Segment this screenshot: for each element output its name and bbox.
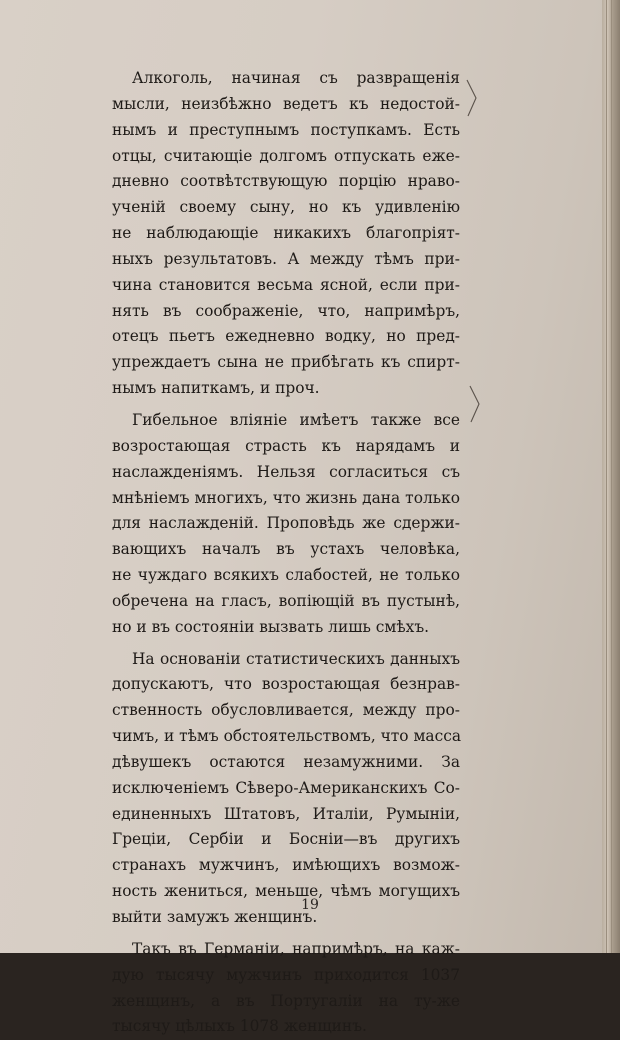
text-line: допускаютъ, что возростающая безнрав- <box>112 675 460 694</box>
text-line: дневно соотвѣтствующую порцію нраво- <box>112 172 460 191</box>
text-line: мысли, неизбѣжно ведетъ къ недостой- <box>112 94 460 113</box>
text-line: нять въ соображеніе, что, напримѣръ, <box>112 301 460 320</box>
text-line: странахъ мужчинъ, имѣющихъ возмож- <box>112 856 460 875</box>
text-line: выйти замужъ женщинъ. <box>112 908 318 926</box>
text-line: не наблюдающіе никакихъ благопріят- <box>112 224 460 243</box>
text-line: возростающая страсть къ нарядамъ и <box>112 436 460 455</box>
text-line: не чуждаго всякихъ слабостей, не только <box>112 566 460 585</box>
paragraph <box>112 937 460 1040</box>
text-line: ныхъ результатовъ. А между тѣмъ при- <box>112 249 460 268</box>
text-line: отцы, считающіе долгомъ отпускать еже- <box>112 146 460 165</box>
text-line: отецъ пьетъ ежедневно водку, но пред- <box>112 327 460 346</box>
paragraph <box>112 66 460 402</box>
text-line: тысячу цѣлыхъ 1078 женщинъ. <box>112 1017 367 1036</box>
text-line: На основаніи статистическихъ данныхъ <box>132 649 460 668</box>
pencil-mark-icon <box>469 384 481 424</box>
text-line: но и въ состояніи вызвать лишь смѣхъ. <box>112 617 430 636</box>
page-edge-line <box>616 0 617 953</box>
text-line: наслажденіямъ. Нельзя согласиться съ <box>112 462 460 481</box>
text-line: Алкоголь, начиная съ развращенія <box>132 69 460 87</box>
text-line: нымъ напиткамъ, и проч. <box>112 379 320 398</box>
text-line: чина становится весьма ясной, если при- <box>112 275 460 294</box>
text-line: ученій своему сыну, но къ удивленію <box>112 198 460 217</box>
text-line: Греціи, Сербіи и Босніи—въ другихъ <box>112 830 460 849</box>
page-number: 19 <box>301 897 319 913</box>
text-line: дую тысячу мужчинъ приходится 1037 <box>112 965 460 984</box>
text-line: для наслажденій. Проповѣдь же сдержи- <box>112 514 460 533</box>
text-line: Гибельное вліяніе имѣетъ также все <box>132 410 460 429</box>
page-edge-line <box>606 0 607 953</box>
text-line: единенныхъ Штатовъ, Италіи, Румыніи, <box>112 804 460 823</box>
text-line: чимъ, и тѣмъ обстоятельствомъ, что масса <box>112 727 462 746</box>
text-line: мнѣніемъ многихъ, что жизнь дана только <box>112 488 460 507</box>
text-line: вающихъ началъ въ устахъ человѣка, <box>112 540 460 559</box>
page-edge <box>602 0 620 953</box>
text-line: упреждаетъ сына не прибѣгать къ спирт- <box>112 353 460 372</box>
paragraph <box>112 408 460 641</box>
paragraph <box>112 647 460 931</box>
text-line: ность жениться, меньше, чѣмъ могущихъ <box>112 882 460 901</box>
text-line: дѣвушекъ остаются незамужними. За <box>112 752 460 771</box>
text-line: женщинъ, а въ Португаліи на ту-же <box>112 991 460 1010</box>
text-line: ственность обусловливается, между про- <box>112 701 460 720</box>
text-line: обречена на гласъ, вопіющій въ пустынѣ, <box>112 591 460 610</box>
pencil-mark-icon <box>466 78 478 118</box>
text-line: исключеніемъ Сѣверо-Американскихъ Со- <box>112 778 460 797</box>
page-edge-line <box>611 0 612 953</box>
text-line: нымъ и преступнымъ поступкамъ. Есть <box>112 120 460 139</box>
text-line: Такъ въ Германіи, напримѣръ, на каж- <box>132 939 460 958</box>
body-text <box>112 66 460 1040</box>
